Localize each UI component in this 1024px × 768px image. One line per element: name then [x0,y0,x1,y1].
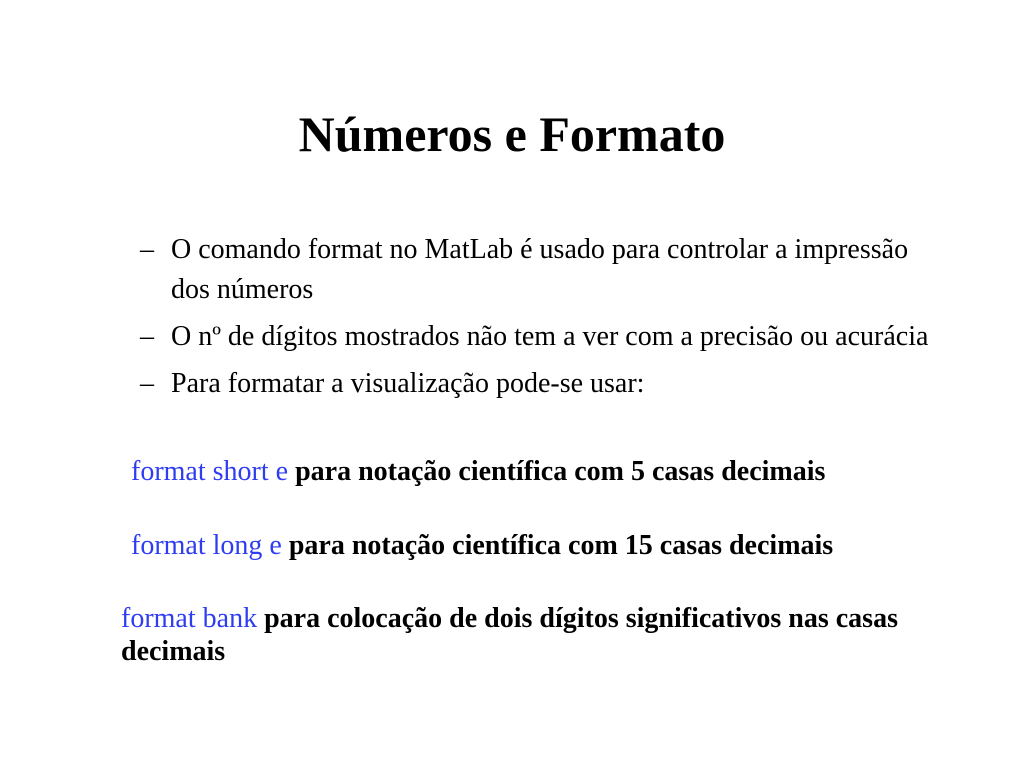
format-command: format short e [131,456,289,487]
format-description: para colocação de dois dígitos significativos nas casas decimais [121,603,898,667]
bullet-text: O nº de dígitos mostrados não tem a ver com a precisão ou acurácia [171,321,929,352]
bullet-item [140,364,940,404]
format-item-short-e [125,455,905,488]
format-description: para notação científica com 15 casas decimais [281,530,834,561]
dash-bullet-icon: – [140,234,154,265]
bullet-text: O comando format no MatLab é usado para controlar a impressão dos números [171,234,909,305]
format-item-long-e [125,529,905,562]
bullet-item [140,317,940,357]
format-description: para notação científica com 5 casas decimais [288,456,826,487]
dash-bullet-icon: – [140,368,154,399]
bullet-list [140,230,940,411]
dash-bullet-icon: – [140,321,154,352]
format-command: format long e [131,530,282,561]
bullet-item [140,230,940,310]
slide-title: Números e Formato [298,106,726,162]
format-command: format bank [121,603,258,634]
format-item-bank [121,602,901,668]
bullet-text: Para formatar a visualização pode-se usar: [171,368,645,399]
